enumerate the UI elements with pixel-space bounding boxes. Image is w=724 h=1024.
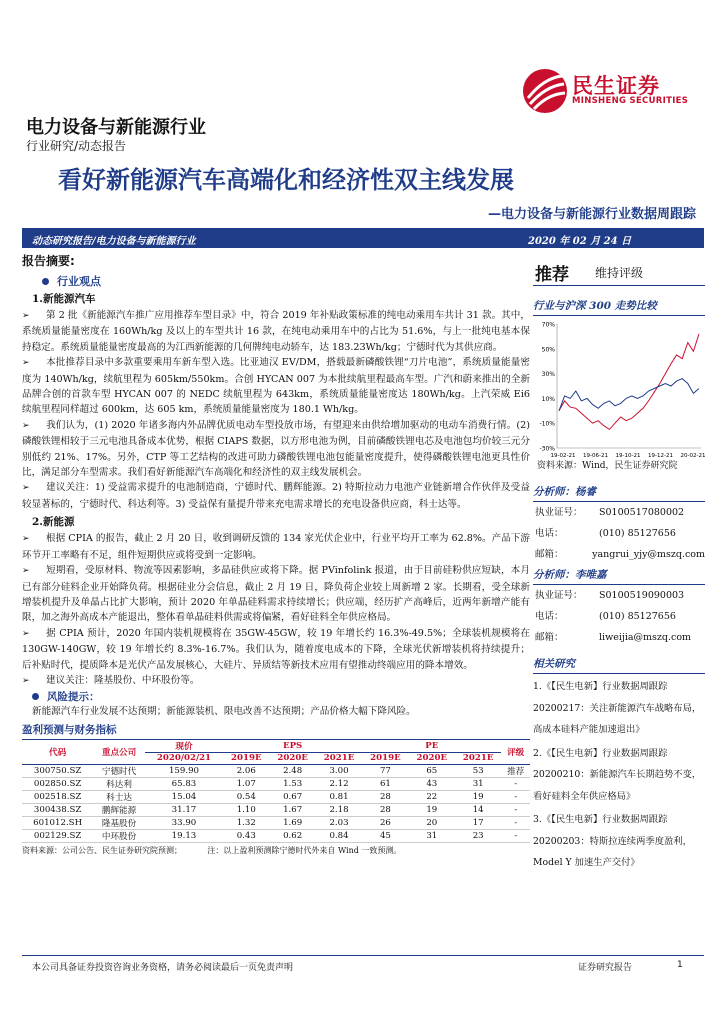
table-cell: 17 [472, 818, 484, 829]
analyst1-heading: 分析师：杨睿 [533, 484, 705, 502]
table-cell: 20 [426, 818, 438, 829]
col-pe: PE [425, 740, 439, 751]
analyst-key: 执业证号： [535, 507, 583, 518]
table-cell: 601012.SH [33, 818, 83, 829]
paragraph: ➢ 建议关注：1) 受益需求提升的电池制造商，宁德时代、鹏辉能源。2) 特斯拉动力电池产业链新增合作伙伴及受益较显著标的，宁德时代、科达利等。3) 受益保有量提升带来充电需求增长的充电设备供应商，科士达等。 [22, 482, 530, 510]
email-link[interactable]: liweijia@mszq.com [599, 632, 692, 643]
table-cell: 65.83 [171, 779, 197, 790]
logo [522, 68, 698, 114]
rating: 推荐 [535, 265, 569, 285]
page-title: 看好新能源汽车高端化和经济性双主线发展 [58, 166, 514, 194]
analyst-line [535, 606, 705, 627]
banner-date: 2020 年 02 月 24 日 [528, 236, 632, 247]
col-pe-2021: 2021E [462, 753, 494, 764]
table-cell: 1.07 [236, 779, 256, 790]
table-cell: 300438.SZ [33, 805, 82, 816]
table-cell: 28 [379, 805, 391, 816]
table-cell: 3.00 [329, 766, 349, 777]
paragraph: ➢ 本批推荐目录中多款重要乘用车新车型入选。比亚迪汉 EV/DM，搭载最新磷酸铁锂“刀片电池”，系统质量能量密度为 140Wh/kg，续航里程为 605km/550km。合创 HYCAN 007 为本批续航里程最高车型。广汽和蔚来推出的全新品牌合创的首款车型 HYCAN 007 的 NEDC 续航里程为 643km，系统质量能量密度达 180Wh/kg。上汽荣威 Ei6 续航里程同样超过 600km，达 605 km，系统质量能量密度为 180.1 Wh/kg。 [22, 357, 530, 416]
col-eps-2019: 2019E [231, 753, 262, 764]
x-tick-label: 19-06-21 [583, 453, 608, 459]
table-cell: 1.32 [236, 818, 256, 829]
table-cell: 2.03 [329, 818, 349, 829]
report-type: 行业研究/动态报告 [26, 139, 127, 153]
analyst-line [535, 585, 705, 606]
table-cell: 0.62 [283, 831, 303, 842]
col-eps-2021: 2021E [323, 753, 355, 764]
trend-chart-svg [533, 316, 705, 464]
table-cell: 002850.SZ [33, 779, 82, 790]
table-cell: 31 [426, 831, 438, 842]
table-row [22, 778, 530, 791]
table-row [22, 765, 530, 778]
y-tick-label: 70% [541, 321, 555, 329]
table-row [22, 804, 530, 817]
logo-cn: 民生证券 [572, 74, 660, 98]
risk-text: 新能源汽车行业发展不达预期；新能源装机、限电改善不达预期；产品价格大幅下降风险。 [32, 706, 416, 718]
footer-label: 证券研究报告 [578, 963, 633, 973]
paragraph: ➢ 第 2 批《新能源汽车推广应用推荐车型目录》中，符合 2019 年补贴政策标准的纯电动乘用车共计 31 款。其中，系统质量能量密度在 160Wh/kg 及以上的车型共计 16 款，在纯电动乘用车中的占比为 51.6%，与上一批纯电基本保持稳定。系统质量能量密度最高的为江西新能源的几何牌纯电动轿车，达 183.23Wh/kg；宁德时代为其供应商。 [22, 310, 530, 353]
analyst-value: S0100517080002 [599, 507, 685, 518]
table-cell: 43 [426, 779, 438, 790]
rating-keep: 维持评级 [595, 266, 644, 280]
page-number: 1 [677, 960, 683, 970]
arrow-icon: ➢ [22, 675, 30, 686]
table-cell: 推荐 [507, 767, 525, 778]
bullet-icon [32, 693, 39, 700]
table-cell: 33.90 [171, 818, 197, 829]
table-heading: 盈利预测与财务指标 [22, 722, 530, 740]
x-tick-label: 19-02-21 [550, 453, 576, 459]
table-cell: 002518.SZ [33, 792, 82, 803]
table-cell: 23 [472, 831, 484, 842]
x-tick-label: 20-02-21 [680, 453, 705, 459]
y-tick-label: 10% [541, 395, 555, 403]
analyst-value: (010) 85127656 [599, 611, 676, 622]
analyst-value: S0100519090003 [599, 590, 685, 601]
arrow-icon: ➢ [22, 420, 30, 431]
table-cell: 1.53 [283, 779, 303, 790]
bullet-icon [42, 278, 49, 285]
table-cell: 2.12 [329, 779, 349, 790]
arrow-icon: ➢ [22, 358, 30, 369]
paragraph: ➢ 根据 CPIA 的报告，截止 2 月 20 日，收到调研反馈的 134 家光伏企业中，行业平均开工率为 62.8%。产品下游环节开工率略有不足，组件短期供应或将受到一定影响。 [22, 533, 530, 561]
table-cell: - [514, 779, 518, 790]
related-item[interactable]: 1.《【民生电新】行业数据周跟踪20200217：关注新能源汽车战略布局，高成本硅料产能加速退出》 [533, 681, 702, 735]
table-cell: - [514, 792, 518, 803]
trend-chart [533, 316, 705, 464]
table-cell: - [514, 831, 518, 842]
table-cell: 31.17 [171, 805, 197, 816]
y-tick-label: -10% [539, 420, 555, 428]
analyst-line [535, 627, 705, 648]
analyst-key: 邮箱： [535, 549, 564, 560]
table-cell: 65 [426, 766, 438, 777]
paragraph: ➢ 短期看，受原材料、物流等因素影响，多晶硅供应或将下降。据 PVinfolink 报道，由于目前硅粉供应短缺，本月已有部分硅料企业开始降负荷。根据硅业分会信息，截止 2 月 19 日，降负荷企业较上周新增 2 家。长期看，受全球新增装机提升及单晶占比扩大影响，预计 2020 年单晶硅料需求持续增长；供应端，经历扩产高峰后，近两年新增产能有限，加之海外高成本产能退出，整体看单晶硅料供需或将偏紧，看好硅料全年供应格局。 [22, 565, 530, 624]
table-cell: 15.04 [171, 792, 197, 803]
arrow-icon: ➢ [22, 483, 30, 494]
chart-heading: 行业与沪深 300 走势比较 [533, 298, 705, 316]
analyst2-heading: 分析师：李唯嘉 [533, 567, 705, 585]
analyst-line [535, 544, 705, 565]
footer [22, 955, 704, 973]
abstract-heading: 报告摘要: [22, 254, 75, 268]
analyst-block [533, 484, 705, 874]
table-row [22, 791, 530, 804]
y-tick-label: -30% [539, 445, 555, 453]
table-cell: 2.18 [329, 805, 349, 816]
col-pe-2019: 2019E [370, 753, 401, 764]
logo-mark-icon [522, 68, 568, 114]
table-cell: 1.69 [283, 818, 303, 829]
y-tick-label: 50% [541, 346, 555, 354]
table-cell: 19 [426, 805, 438, 816]
col-rating: 评级 [507, 747, 525, 758]
rating-box [533, 258, 705, 286]
col-eps-2020: 2020E [277, 753, 308, 764]
risk-heading: 风险提示： [22, 689, 530, 704]
table-row [22, 817, 530, 830]
table-cell: 300750.SZ [33, 766, 82, 777]
table-cell: 31 [472, 779, 484, 790]
table-cell: 61 [379, 779, 391, 790]
paragraph: ➢ 我们认为，(1) 2020 年诸多海内外品牌优质电动车型投放市场，有望迎来由供给增加驱动的电动车消费行情。(2) 磷酸铁锂相较于三元电池具备成本优势，根据 CIAPS 数据，以方形电池为例，目前磷酸铁锂电芯及电池包均价较三元分别低约 21%、17%。另外，CTP 等工艺结构的改进可助力磷酸铁锂电池包能量密度提升，使得磷酸铁锂电池更具性价比，满足部分车型需求。我们看好新能源汽车高端化和经济性的双主线发展机会。 [22, 419, 530, 479]
analyst-key: 邮箱： [535, 632, 564, 643]
table-cell: 1.67 [283, 805, 303, 816]
related-item[interactable]: 2.《【民生电新】行业数据周跟踪20200210：新能源汽车长期趋势不变，看好硅料全年供应格局》 [533, 747, 702, 802]
section-new-energy: 2.新能源 [32, 516, 75, 529]
related-heading: 相关研究 [533, 656, 705, 674]
table-cell: 14 [472, 805, 484, 816]
col-company: 重点公司 [101, 747, 137, 758]
table-cell: - [514, 805, 518, 816]
arrow-icon: ➢ [22, 311, 30, 321]
col-price: 现价 [175, 741, 193, 752]
table-cell: 19.13 [171, 831, 197, 842]
table-cell: 0.54 [236, 792, 256, 803]
page-subtitle: —电力设备与新能源行业数据周跟踪 [487, 207, 696, 222]
col-code: 代码 [49, 747, 67, 758]
analyst-line [535, 502, 705, 523]
x-tick-label: 19-10-21 [615, 453, 641, 459]
footer-disclaimer: 本公司具备证券投资咨询业务资格，请务必阅读最后一页免责声明 [32, 963, 294, 973]
table-cell: 002129.SZ [33, 831, 82, 842]
table-cell: 26 [379, 818, 391, 829]
col-price-date: 2020/02/21 [156, 753, 212, 764]
table-cell: 1.10 [236, 805, 256, 816]
analyst-value: (010) 85127656 [599, 528, 676, 539]
table-cell: 0.43 [236, 831, 256, 842]
arrow-icon: ➢ [22, 534, 30, 545]
table-cell: 22 [426, 792, 438, 803]
table-cell: 鹏辉能源 [101, 806, 137, 817]
table-cell: 53 [472, 766, 484, 777]
col-pe-2020: 2020E [416, 753, 448, 764]
y-tick-label: 30% [541, 371, 555, 379]
table-cell: 科达利 [106, 780, 132, 791]
table-cell: 0.81 [329, 792, 349, 803]
table-note: 资料来源：公司公告、民生证券研究院预测； 注：以上盈利预测除宁德时代外来自 Wind 一致预测。 [22, 846, 402, 856]
chart-source: 资料来源：Wind，民生证券研究院 [537, 461, 678, 471]
x-tick-label: 19-12-21 [648, 453, 673, 459]
forecast-table [22, 740, 530, 843]
table-cell: 159.90 [168, 766, 200, 777]
table-cell: 77 [379, 766, 391, 777]
series-line-1 [559, 379, 699, 411]
banner-category: 动态研究报告/电力设备与新能源行业 [32, 236, 196, 247]
analyst-key: 电话： [535, 611, 564, 622]
table-cell: 28 [379, 792, 391, 803]
table-cell: 19 [472, 792, 484, 803]
arrow-icon: ➢ [22, 628, 30, 639]
main-column [22, 252, 530, 856]
table-cell: 0.67 [283, 792, 303, 803]
email-link[interactable]: yangrui_yjy@mszq.com [592, 549, 705, 560]
table-cell: 45 [379, 831, 391, 842]
table-cell: 宁德时代 [101, 767, 137, 778]
view-heading: 行业观点 [22, 273, 530, 289]
table-cell: 0.84 [329, 831, 349, 842]
analyst-key: 执业证号： [535, 590, 583, 601]
table-row [22, 830, 530, 843]
industry-name: 电力设备与新能源行业 [26, 117, 206, 138]
paragraph: ➢ 建议关注：隆基股份、中环股份等。 [22, 673, 530, 689]
analyst-line [535, 523, 705, 544]
table-cell: - [514, 818, 518, 829]
paragraph: ➢ 据 CPIA 预计，2020 年国内装机规模将在 35GW-45GW，较 19 年增长约 16.3%-49.5%；全球装机规模将在 130GW-140GW，较 19 年增长约 8.3%-16.7%。我们认为，随着度电成本的下降，全球光伏新增装机将持续提升；后补贴时代，提质降本是光伏产品发展核心，大硅片、异质结等新技术应用有望推动终端应用的降本增效。 [22, 627, 530, 671]
table-cell: 中环股份 [101, 832, 137, 843]
arrow-icon: ➢ [22, 566, 30, 577]
table-cell: 2.48 [283, 766, 303, 777]
analyst-key: 电话： [535, 528, 564, 539]
table-cell: 2.06 [236, 766, 256, 777]
series-line-0 [559, 334, 699, 430]
table-cell: 科士达 [106, 793, 132, 804]
related-item[interactable]: 3.《【民生电新】行业数据周跟踪20200203：特斯拉连续两季度盈利，Model Y 加速生产交付》 [533, 814, 692, 868]
logo-en: MINSHENG SECURITIES [572, 96, 689, 106]
report-banner [22, 228, 704, 248]
col-eps: EPS [283, 740, 303, 751]
table-cell: 隆基股份 [101, 819, 137, 830]
section-ev: 1.新能源汽车 [32, 293, 96, 305]
